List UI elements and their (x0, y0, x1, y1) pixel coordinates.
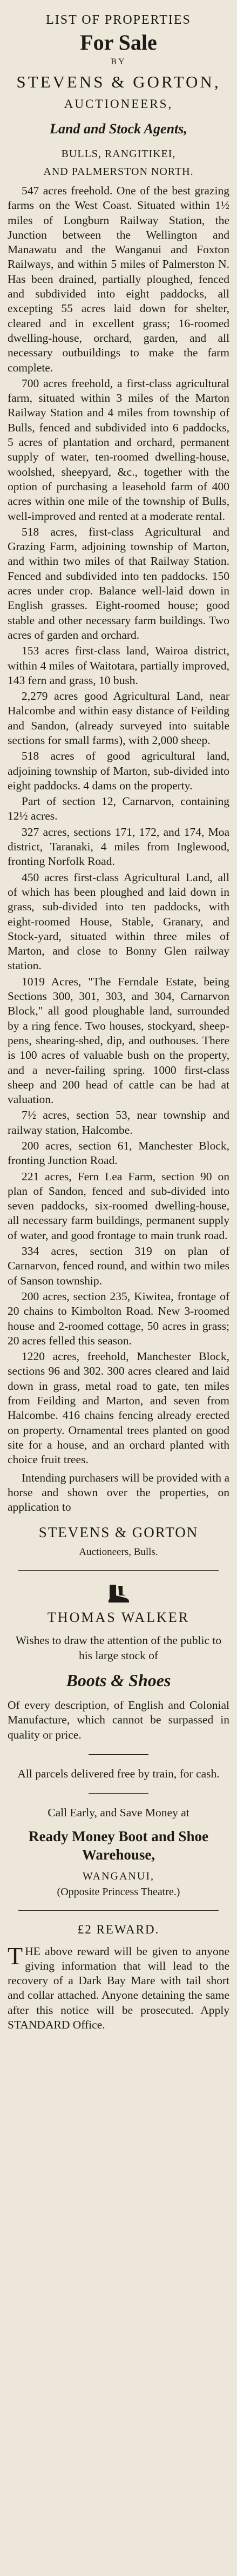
closing-text: Intending purchasers will be provided with a horse and shown over the properties, on application to (8, 1471, 229, 1514)
walker-name: THOMAS WALKER (47, 1610, 190, 1626)
divider (89, 1754, 148, 1755)
signature-sub: Auctioneers, Bulls. (79, 1546, 158, 1558)
walker-parcels: All parcels delivered free by train, for cash. (17, 1767, 220, 1780)
list-item: 200 acres, section 61, Manchester Block, fronting Junction Road. (8, 1139, 229, 1167)
walker-call: Call Early, and Save Money at (48, 1806, 189, 1820)
list-item: 1220 acres, freehold, Manchester Block, sections 96 and 302. 300 acres cleared and laid down in grass, metal road to gate, ten miles from Feilding and Marton, and seven from Halcombe. 416 chains fencing already erected on property. Ornamental trees planted on good site for a house, and an orchard planted with choice fruit trees. (8, 1350, 229, 1466)
list-item: 200 acres, section 235, Kiwitea, frontage of 20 chains to Kimbolton Road. New 3-roomed house and 2-roomed cottage, 50 acres in grass; 20 acres felled this season. (8, 1289, 229, 1347)
signature-firm: STEVENS & GORTON (38, 1524, 199, 1541)
signature (8, 1524, 229, 1558)
agents-label: Land and Stock Agents, (50, 121, 187, 137)
for-sale-heading: For Sale (80, 30, 157, 55)
list-item: 2,279 acres good Agricultural Land, near Halcombe and within easy distance of Feilding and Sandon, (already surveyed into suitable sections for small farms), with 2,000 sheep. (8, 689, 229, 747)
reward-body (8, 1944, 229, 2033)
reward-text: HE above reward will be given to anyone giving information that will lead to the recovery of a Dark Bay Mare with tail short and collar attached. Anyone detaining the same after this notice will be prosecuted. Apply STANDARD Office. (8, 1944, 229, 2031)
by-label: BY (111, 57, 126, 66)
walker-intro: Wishes to draw the attention of the public to his large stock of (15, 1634, 222, 1662)
boot-icon (106, 1583, 131, 1604)
reward-notice (8, 1923, 229, 2033)
walker-description: Of every description, of English and Colonial Manufacture, which cannot be surpassed in quality or price. (8, 1699, 229, 1741)
header (8, 13, 229, 178)
list-item: 153 acres first-class land, Wairoa district, within 4 miles of Waitotara, partially improved, 143 fern and grass, 10 bush. (8, 644, 229, 687)
auctioneers-label: AUCTIONEERS, (64, 97, 173, 111)
list-item: 327 acres, sections 171, 172, and 174, Moa district, Taranaki, 4 miles from Inglewood, fronting Norfolk Road. (8, 825, 229, 868)
walker-location: (Opposite Princess Theatre.) (57, 1885, 180, 1898)
list-item: Part of section 12, Carnarvon, containing 12½ acres. (8, 795, 229, 823)
list-item: 334 acres, section 319 on plan of Carnarvon, fenced round, and within two miles of Sanson township. (8, 1245, 229, 1287)
list-item: 7½ acres, section 53, near township and railway station, Halcombe. (8, 1108, 229, 1137)
divider (18, 1910, 219, 1911)
reward-dropcap: T (8, 1942, 23, 1970)
reward-title: £2 REWARD. (77, 1922, 160, 1936)
list-heading: LIST OF PROPERTIES (46, 13, 191, 27)
divider (89, 1793, 148, 1794)
walker-advert (8, 1583, 229, 1898)
firm-name: STEVENS & GORTON, (16, 72, 221, 91)
place-palmerston: AND PALMERSTON NORTH. (43, 166, 194, 178)
list-item: 1019 Acres, "The Ferndale Estate, being Sections 300, 301, 303, and 304, Carnarvon Block," all good ploughable land, surrounded by a ring fence. Two houses, stockyard, sheep-pens, shearing-shed, dip, and outhouses. There is 100 acres of valuable bush on the property, and a never-failing spring. 1000 first-class sheep and 200 head of cattle can be had at valuation. (8, 975, 229, 1106)
boots-heading: Boots & Shoes (66, 1671, 171, 1691)
walker-town: WANGANUI, (83, 1870, 154, 1882)
shop-name: Ready Money Boot and Shoe Warehouse, (28, 1828, 209, 1863)
place-bulls: BULLS, RANGITIKEI, (61, 148, 176, 160)
list-item: 450 acres first-class Agricultural Land, all of which has been ploughed and laid down in grass, sub-divided into ten paddocks, with eight-roomed House, Stable, Granary, and Stock-yard, situated within three miles of Marton, and close to Bonny Glen railway station. (8, 870, 229, 972)
list-item: 518 acres of good agricultural land, adjoining township of Marton, sub-divided into eight paddocks. 4 dams on the property. (8, 749, 229, 792)
list-item: 547 acres freehold. One of the best grazing farms on the West Coast. Situated within 1½ miles of Longburn Railway Station, the Junction between the Wellington and Manawatu and the Wanganui and Foxton Railways, and within 5 miles of Palmerston N. Has been drained, partially ploughed, fenced and subdivided into eight paddocks, all excepting 55 acres laid down for shelter, cleared and in excellent grass; 16-roomed dwelling-house, orchard, garden, and all necessary outbuildings to make the farm complete. (8, 184, 229, 374)
list-item: 518 acres, first-class Agricultural and Grazing Farm, adjoining township of Marton, and within two miles of that Railway Station. Fenced and subdivided into ten paddocks. 150 acres under crop. Balance well-laid down in English grasses. Eight-roomed house; good stable and other necessary farm buildings. Two acres of garden and orchard. (8, 525, 229, 641)
list-item: 700 acres freehold, a first-class agricultural farm, situated within 3 miles of the Marton Railway Station and 4 miles from township of Bulls, fenced and subdivided into 6 paddocks, 5 acres of plantation and orchard, permanent supply of water, ten-roomed dwelling-house, woolshed, sheepyard, &c., together with the option of purchasing a leasehold farm of 400 acres within one mile of the township of Bulls, well-improved and rented at a moderate rental. (8, 376, 229, 523)
listings (8, 184, 229, 1515)
list-item: 221 acres, Fern Lea Farm, section 90 on plan of Sandon, fenced and sub-divided into seven paddocks, six-roomed dwelling-house, all necessary farm buildings, permanent supply of water, and good frontage to main trunk road. (8, 1169, 229, 1242)
divider (18, 1570, 219, 1571)
